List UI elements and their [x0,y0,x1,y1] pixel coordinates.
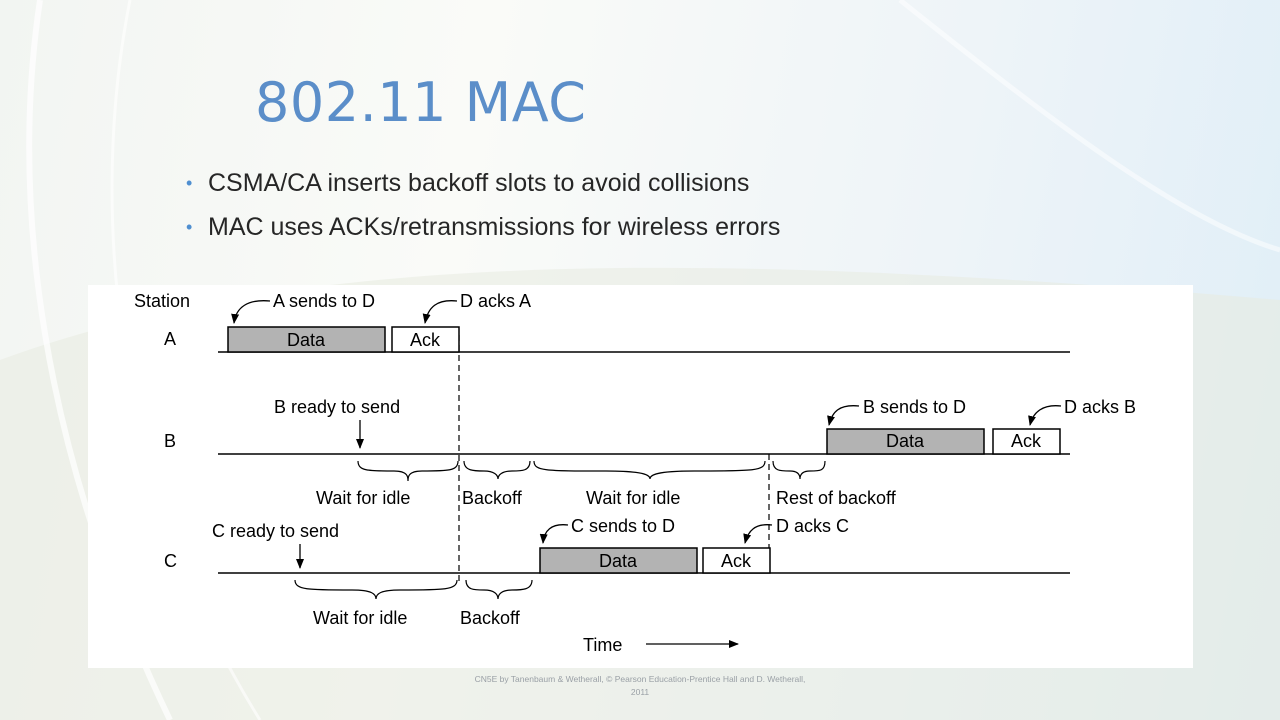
label-b-sends: B sends to D [863,397,967,417]
bullet-icon: • [186,217,193,237]
bullet-text: CSMA/CA inserts backoff slots to avoid collisions [208,169,750,197]
time-label: Time [583,635,623,655]
brace-rest-backoff [773,461,825,479]
slide-title: 802.11 MAC [255,71,587,134]
station-a-label: A [164,329,177,349]
label-d-acks-a: D acks A [460,291,532,311]
brace-wait-idle-c [295,580,457,599]
label-a-sends: A sends to D [273,291,376,311]
label-c-sends: C sends to D [571,516,676,536]
frame-b-ack-label: Ack [1010,431,1042,451]
frame-c-data-label: Data [598,551,638,571]
curved-arrow [745,525,772,543]
label-wait-idle-2: Wait for idle [586,488,681,508]
bullet-text: MAC uses ACKs/retransmissions for wireless errors [208,213,781,241]
brace-wait-idle-b2 [534,461,765,479]
frame-b-data-label: Data [885,431,925,451]
frame-a-data-label: Data [286,330,326,350]
csma-ca-timing-diagram [88,285,1193,668]
curved-arrow [425,301,457,323]
curved-arrow [829,406,859,425]
curved-arrow [1030,406,1061,425]
bullet-item [186,166,780,210]
label-backoff-1: Backoff [462,488,522,508]
label-wait-idle-1: Wait for idle [316,488,411,508]
bullet-icon: • [186,173,193,193]
label-backoff-2: Backoff [460,608,520,628]
brace-backoff-c [466,580,532,599]
brace-wait-idle-b [358,461,458,481]
station-c-label: C [164,551,177,571]
bullet-list [186,166,780,254]
slide-footer: CN5E by Tanenbaum & Wetherall, © Pearson Education-Prentice Hall and D. Wetherall, 2011 [474,674,806,697]
station-header: Station [134,291,191,311]
label-d-acks-b: D acks B [1064,397,1137,417]
station-b-label: B [164,431,177,451]
label-c-ready: C ready to send [212,521,340,541]
label-rest-backoff: Rest of backoff [776,488,896,508]
label-b-ready: B ready to send [274,397,401,417]
frame-c-ack-label: Ack [720,551,752,571]
brace-backoff-b [464,461,530,479]
bullet-item [186,210,780,254]
curved-arrow [543,525,568,543]
frame-a-ack-label: Ack [409,330,441,350]
label-d-acks-c: D acks C [776,516,850,536]
curved-arrow [234,301,270,323]
label-wait-idle-3: Wait for idle [313,608,408,628]
